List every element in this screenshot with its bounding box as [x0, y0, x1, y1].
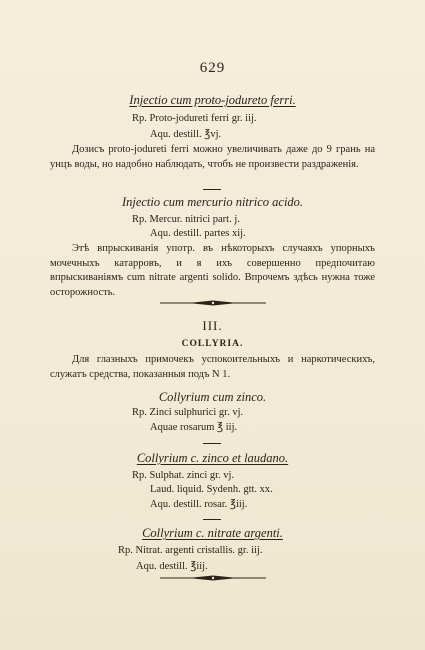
- chapter-heading: COLLYRIA.: [181, 339, 244, 349]
- prescription-line: Rp. Sulphat. zinci gr. vj.: [132, 470, 235, 481]
- section-title-injectio-mercurio: Injectio cum mercurio nitrico acido.: [121, 195, 304, 209]
- ornament-divider: [158, 574, 268, 582]
- prescription-line: Aqu. destill. ℥iij.: [136, 561, 208, 572]
- section-divider: [203, 519, 221, 520]
- section-title-collyrium-laudano: Collyrium c. zinco et laudano.: [136, 451, 289, 465]
- prescription-line: Rp. Proto-jodureti ferri gr. iij.: [132, 113, 257, 124]
- page-number: 629: [199, 60, 226, 76]
- paragraph-text: Для глазныхъ примочекъ успокоительныхъ и наркотическихъ, служатъ средства, показанныя подъ N 1.: [50, 354, 375, 380]
- section-title-collyrium-zinco: Collyrium cum zinco.: [158, 390, 267, 404]
- section-divider: [203, 443, 221, 444]
- section-divider: [203, 189, 221, 190]
- paragraph-text: Дозисъ proto-jodureti ferri можно увеличивать даже до 9 грань на унцъ воды, но надобно наблюдать, чтобъ не произвести раздраженія.: [50, 144, 375, 170]
- prescription-line: Rp. Mercur. nitrici part. j.: [132, 214, 240, 225]
- section-title-injectio-ferri: Injectio cum proto-jodureto ferri.: [129, 93, 296, 107]
- prescription-line: Aqu. destill. partes xij.: [150, 228, 246, 239]
- prescription-line: Rp. Nitrat. argenti cristallis. gr. iij.: [118, 545, 263, 556]
- ornament-divider: [158, 299, 268, 307]
- section-title-collyrium-argenti: Collyrium c. nitrate argenti.: [142, 526, 283, 540]
- chapter-number: III.: [202, 318, 223, 333]
- paragraph-text: Этѣ впрыскиванія употр. въ нѣкоторыхъ случаяхъ упорныхъ мочечныхъ катарровъ, и я ихъ совершенно предпочитаю впрыскиваніямъ cum nitrate argenti solido. Впрочемъ здѣсь нужна тоже осторожность.: [50, 243, 375, 298]
- prescription-line: Aqu. destill. ℥vj.: [150, 129, 222, 140]
- prescription-line: Aquae rosarum ℥ iij.: [150, 422, 238, 433]
- prescription-line: Laud. liquid. Sydenh. gtt. xx.: [150, 484, 273, 495]
- prescription-line: Aqu. destill. rosar. ℥iij.: [150, 499, 248, 510]
- prescription-line: Rp. Zinci sulphurici gr. vj.: [132, 407, 244, 418]
